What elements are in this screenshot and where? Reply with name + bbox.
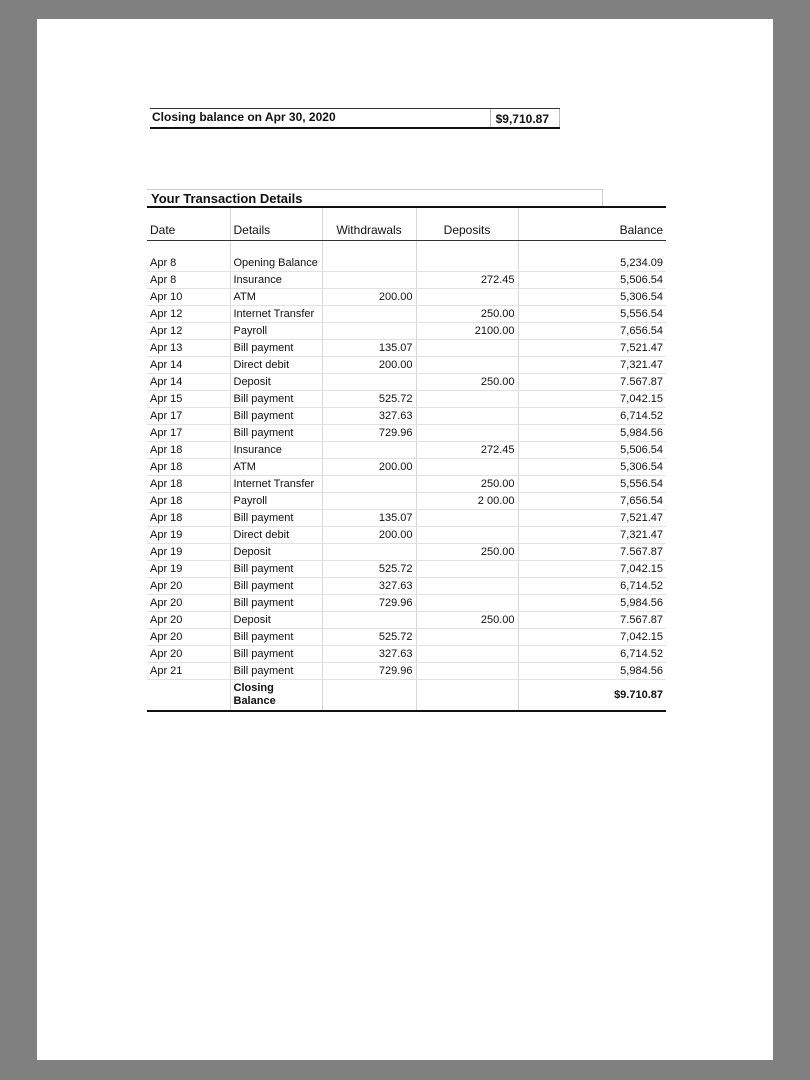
closing-date-cell [147, 680, 230, 712]
cell-deposit [416, 357, 518, 374]
table-row [147, 493, 666, 510]
table-row [147, 459, 666, 476]
cell-deposit [416, 578, 518, 595]
cell-date: Apr 15 [147, 391, 230, 408]
cell-details: Payroll [230, 323, 322, 340]
table-row [147, 357, 666, 374]
closing-deposit-cell [416, 680, 518, 712]
transactions-body [147, 255, 666, 680]
cell-withdrawal: 200.00 [322, 459, 416, 476]
cell-balance: 7,656.54 [518, 493, 666, 510]
cell-balance: 5,984.56 [518, 663, 666, 680]
cell-balance: 7,321.47 [518, 357, 666, 374]
table-row [147, 442, 666, 459]
statement-page [37, 19, 773, 1060]
cell-details: Bill payment [230, 578, 322, 595]
cell-balance: 7,521.47 [518, 340, 666, 357]
cell-details: Opening Balance [230, 255, 322, 272]
cell-balance: 5,306.54 [518, 289, 666, 306]
cell-details: Deposit [230, 374, 322, 391]
cell-deposit: 2100.00 [416, 323, 518, 340]
cell-details: Bill payment [230, 595, 322, 612]
cell-date: Apr 10 [147, 289, 230, 306]
cell-details: Bill payment [230, 561, 322, 578]
cell-deposit: 272.45 [416, 272, 518, 289]
col-header-details: Details [230, 223, 322, 241]
transactions-table-wrap [147, 206, 666, 712]
cell-deposit: 250.00 [416, 374, 518, 391]
cell-balance: 5,506.54 [518, 272, 666, 289]
table-row [147, 527, 666, 544]
table-row [147, 408, 666, 425]
cell-date: Apr 21 [147, 663, 230, 680]
cell-balance: 5,506.54 [518, 442, 666, 459]
cell-details: ATM [230, 289, 322, 306]
cell-withdrawal [322, 255, 416, 272]
cell-deposit: 2 00.00 [416, 493, 518, 510]
table-row [147, 595, 666, 612]
cell-deposit [416, 255, 518, 272]
cell-date: Apr 20 [147, 578, 230, 595]
cell-deposit [416, 595, 518, 612]
table-row [147, 340, 666, 357]
table-row [147, 425, 666, 442]
cell-balance: 6,714.52 [518, 646, 666, 663]
table-row [147, 306, 666, 323]
cell-balance: 7.567.87 [518, 612, 666, 629]
cell-withdrawal: 729.96 [322, 595, 416, 612]
cell-withdrawal: 200.00 [322, 357, 416, 374]
cell-balance: 5,984.56 [518, 595, 666, 612]
table-row [147, 272, 666, 289]
cell-balance: 6,714.52 [518, 408, 666, 425]
transactions-table [147, 208, 666, 712]
cell-withdrawal [322, 544, 416, 561]
table-row [147, 391, 666, 408]
cell-balance: 6,714.52 [518, 578, 666, 595]
table-row [147, 289, 666, 306]
cell-details: Direct debit [230, 527, 322, 544]
cell-date: Apr 14 [147, 357, 230, 374]
closing-balance-summary [150, 108, 560, 129]
cell-date: Apr 19 [147, 527, 230, 544]
cell-withdrawal [322, 476, 416, 493]
cell-date: Apr 20 [147, 646, 230, 663]
cell-deposit [416, 425, 518, 442]
cell-date: Apr 14 [147, 374, 230, 391]
cell-deposit [416, 408, 518, 425]
summary-value: $9,710.87 [490, 109, 560, 127]
cell-balance: 7.567.87 [518, 374, 666, 391]
table-row [147, 374, 666, 391]
cell-withdrawal: 729.96 [322, 663, 416, 680]
cell-balance: 7,042.15 [518, 391, 666, 408]
cell-date: Apr 18 [147, 476, 230, 493]
cell-deposit [416, 391, 518, 408]
cell-deposit [416, 510, 518, 527]
cell-details: Deposit [230, 544, 322, 561]
cell-date: Apr 17 [147, 425, 230, 442]
cell-date: Apr 20 [147, 595, 230, 612]
cell-details: Bill payment [230, 663, 322, 680]
cell-deposit [416, 459, 518, 476]
cell-date: Apr 19 [147, 544, 230, 561]
table-row [147, 612, 666, 629]
cell-details: Direct debit [230, 357, 322, 374]
col-header-balance: Balance [518, 223, 666, 241]
cell-date: Apr 12 [147, 323, 230, 340]
summary-label: Closing balance on Apr 30, 2020 [152, 110, 336, 124]
section-title-row [147, 189, 603, 206]
table-row [147, 663, 666, 680]
cell-balance: 5,556.54 [518, 476, 666, 493]
cell-withdrawal [322, 323, 416, 340]
cell-date: Apr 20 [147, 612, 230, 629]
closing-balance-value: $9.710.87 [518, 680, 666, 712]
table-row [147, 561, 666, 578]
cell-withdrawal: 525.72 [322, 391, 416, 408]
table-row [147, 578, 666, 595]
cell-details: Bill payment [230, 629, 322, 646]
table-row [147, 476, 666, 493]
cell-deposit: 250.00 [416, 476, 518, 493]
cell-withdrawal: 327.63 [322, 578, 416, 595]
cell-date: Apr 18 [147, 493, 230, 510]
cell-details: Bill payment [230, 391, 322, 408]
cell-date: Apr 18 [147, 510, 230, 527]
cell-details: Bill payment [230, 340, 322, 357]
table-header-row [147, 223, 666, 241]
cell-balance: 7,321.47 [518, 527, 666, 544]
cell-withdrawal [322, 442, 416, 459]
cell-details: Insurance [230, 272, 322, 289]
cell-details: Internet Transfer [230, 476, 322, 493]
cell-withdrawal: 135.07 [322, 340, 416, 357]
cell-balance: 7,042.15 [518, 561, 666, 578]
cell-deposit: 250.00 [416, 306, 518, 323]
cell-withdrawal: 327.63 [322, 408, 416, 425]
cell-withdrawal [322, 272, 416, 289]
cell-deposit [416, 340, 518, 357]
col-header-date: Date [147, 223, 230, 241]
closing-label: Closing Balance [230, 680, 322, 712]
cell-withdrawal: 327.63 [322, 646, 416, 663]
cell-withdrawal: 135.07 [322, 510, 416, 527]
cell-balance: 7,521.47 [518, 510, 666, 527]
cell-withdrawal: 525.72 [322, 561, 416, 578]
cell-date: Apr 17 [147, 408, 230, 425]
cell-deposit [416, 629, 518, 646]
cell-date: Apr 18 [147, 459, 230, 476]
closing-withdrawal-cell [322, 680, 416, 712]
cell-details: Internet Transfer [230, 306, 322, 323]
cell-withdrawal: 200.00 [322, 527, 416, 544]
cell-deposit [416, 646, 518, 663]
cell-deposit [416, 663, 518, 680]
cell-details: Bill payment [230, 408, 322, 425]
cell-deposit: 272.45 [416, 442, 518, 459]
col-header-deposits: Deposits [416, 223, 518, 241]
cell-details: Bill payment [230, 510, 322, 527]
cell-withdrawal [322, 493, 416, 510]
cell-withdrawal: 525.72 [322, 629, 416, 646]
cell-details: Insurance [230, 442, 322, 459]
cell-details: ATM [230, 459, 322, 476]
table-row [147, 544, 666, 561]
closing-balance-row [147, 680, 666, 712]
cell-date: Apr 13 [147, 340, 230, 357]
cell-details: Bill payment [230, 646, 322, 663]
cell-balance: 7,042.15 [518, 629, 666, 646]
cell-balance: 7.567.87 [518, 544, 666, 561]
cell-deposit: 250.00 [416, 612, 518, 629]
cell-balance: 5,984.56 [518, 425, 666, 442]
cell-date: Apr 20 [147, 629, 230, 646]
cell-balance: 7,656.54 [518, 323, 666, 340]
cell-withdrawal [322, 612, 416, 629]
cell-withdrawal: 200.00 [322, 289, 416, 306]
cell-date: Apr 12 [147, 306, 230, 323]
table-row [147, 629, 666, 646]
cell-withdrawal [322, 374, 416, 391]
table-row [147, 510, 666, 527]
cell-deposit: 250.00 [416, 544, 518, 561]
cell-withdrawal: 729.96 [322, 425, 416, 442]
cell-withdrawal [322, 306, 416, 323]
cell-date: Apr 19 [147, 561, 230, 578]
cell-balance: 5,556.54 [518, 306, 666, 323]
cell-date: Apr 8 [147, 272, 230, 289]
cell-date: Apr 8 [147, 255, 230, 272]
cell-deposit [416, 561, 518, 578]
cell-details: Bill payment [230, 425, 322, 442]
cell-balance: 5,306.54 [518, 459, 666, 476]
table-row [147, 646, 666, 663]
cell-date: Apr 18 [147, 442, 230, 459]
cell-deposit [416, 527, 518, 544]
cell-deposit [416, 289, 518, 306]
section-title: Your Transaction Details [151, 191, 303, 206]
table-row [147, 255, 666, 272]
col-header-withdrawals: Withdrawals [322, 223, 416, 241]
cell-balance: 5,234.09 [518, 255, 666, 272]
cell-details: Deposit [230, 612, 322, 629]
cell-details: Payroll [230, 493, 322, 510]
table-row [147, 323, 666, 340]
